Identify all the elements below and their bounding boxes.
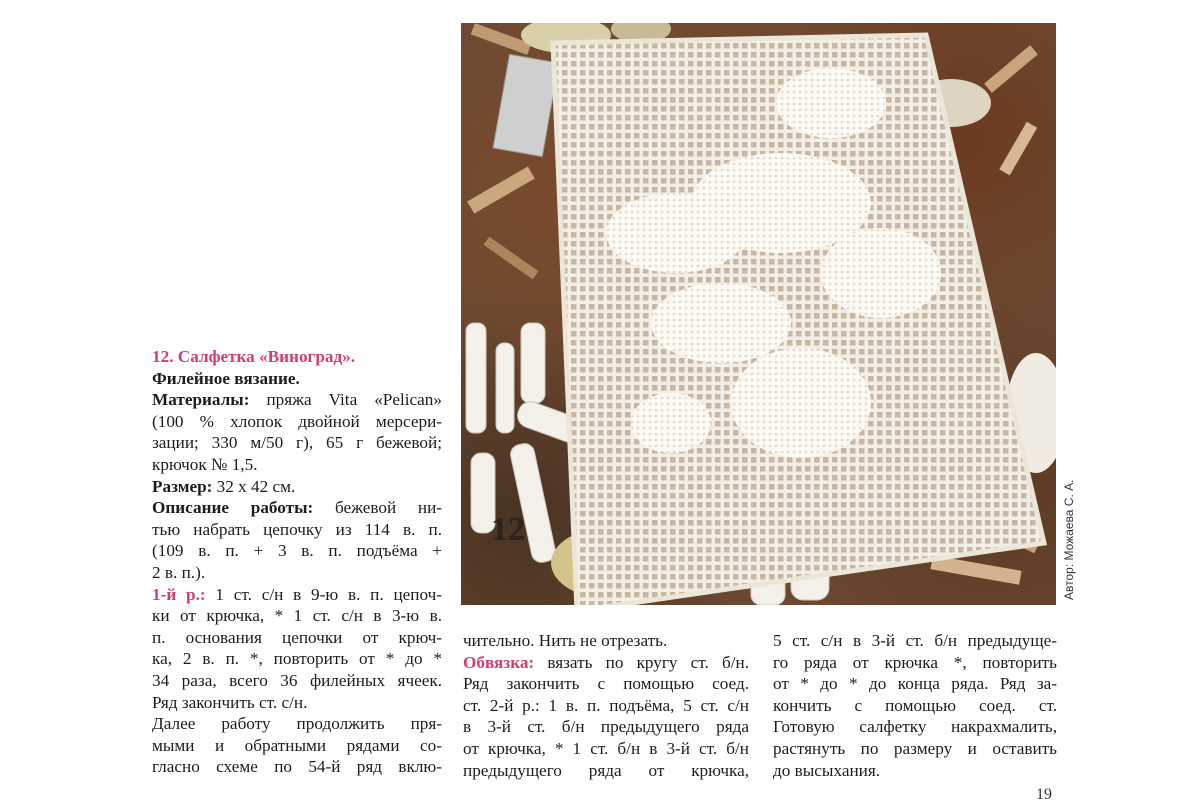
text-column-right	[773, 630, 1057, 781]
edging-line-5: от крючка, * 1 ст. б/н в 3-й ст. б/н	[463, 738, 749, 758]
col3-line-3: от * до * до конца ряда. Ряд за-	[773, 674, 1057, 694]
edging-line-2: Ряд закончить с помощью соед.	[463, 674, 749, 694]
author-credit: Автор: Можаева С. А.	[1062, 479, 1076, 600]
col3-line-7: до высыхания.	[773, 760, 881, 780]
row1-line-2: ки от крючка, * 1 ст. с/н в 3-ю в.	[152, 606, 442, 626]
col3-line-1: 5 ст. с/н в 3-й ст. б/н предыдуще-	[773, 631, 1057, 650]
materials-line-2: (100 % хлопок двойной мерсери-	[152, 411, 442, 431]
edging-line-6: предыдущего ряда от крючка,	[463, 760, 749, 780]
doily-photo	[461, 23, 1056, 605]
text-column-left	[152, 346, 442, 778]
photo-number-label: 12	[491, 511, 525, 548]
description-line-2: тью набрать цепочку из 114 в. п.	[152, 519, 442, 539]
continue-line-1: Далее работу продолжить пря-	[152, 714, 442, 734]
description-line-4: 2 в. п.).	[152, 562, 206, 582]
col2-line-1: чительно. Нить не отрезать.	[463, 631, 668, 650]
article-title: 12. Салфетка «Виноград».	[152, 347, 356, 366]
description-label: Описание работы:	[152, 498, 314, 518]
row1-line-3: п. основания цепочки от крюч-	[152, 627, 442, 647]
materials-line-3: зации; 330 м/50 г), 65 г бежевой;	[152, 433, 442, 453]
text-column-middle	[463, 630, 749, 781]
size-line: Размер: 32 х 42 см.	[152, 476, 296, 496]
edging-line-3: ст. 2-й р.: 1 в. п. подъёма, 5 ст. с/н	[463, 695, 749, 715]
size-label: Размер:	[152, 476, 213, 496]
col3-line-5: Готовую салфетку накрахмалить,	[773, 717, 1057, 737]
continue-line-2: мыми и обратными рядами со-	[152, 735, 442, 755]
edging-line-1: Обвязка: вязать по кругу ст. б/н.	[463, 652, 749, 672]
row1-line-1: 1-й р.: 1 ст. с/н в 9-ю в. п. цепоч-	[152, 584, 442, 604]
continue-line-3: гласно схеме по 54-й ряд вклю-	[152, 757, 442, 777]
materials-line-4: крючок № 1,5.	[152, 454, 258, 474]
row1-line-5: 34 раза, всего 36 филейных ячеек.	[152, 670, 442, 690]
chocolate-bar	[493, 54, 559, 156]
description-line-1: Описание работы: бежевой ни-	[152, 498, 442, 518]
col3-line-2: го ряда от крючка *, повторить	[773, 652, 1057, 672]
article-subtitle: Филейное вязание.	[152, 368, 300, 388]
row1-line-6: Ряд закончить ст. с/н.	[152, 692, 308, 712]
col3-line-6: растянуть по размеру и оставить	[773, 738, 1057, 758]
description-line-3: (109 в. п. + 3 в. п. подъёма +	[152, 541, 442, 561]
materials-line-1: Материалы: пряжа Vita «Pelican»	[152, 390, 442, 410]
materials-label: Материалы:	[152, 390, 250, 410]
doily-illustration	[461, 23, 1056, 605]
row1-label: 1-й р.:	[152, 584, 206, 604]
row1-line-4: ка, 2 в. п. *, повторить от * до *	[152, 649, 442, 669]
page-number: 19	[1036, 786, 1052, 803]
col3-line-4: кончить с помощью соед. ст.	[773, 695, 1057, 715]
edging-line-4: в 3-й ст. б/н предыдущего ряда	[463, 717, 749, 737]
edging-label: Обвязка:	[463, 652, 535, 672]
